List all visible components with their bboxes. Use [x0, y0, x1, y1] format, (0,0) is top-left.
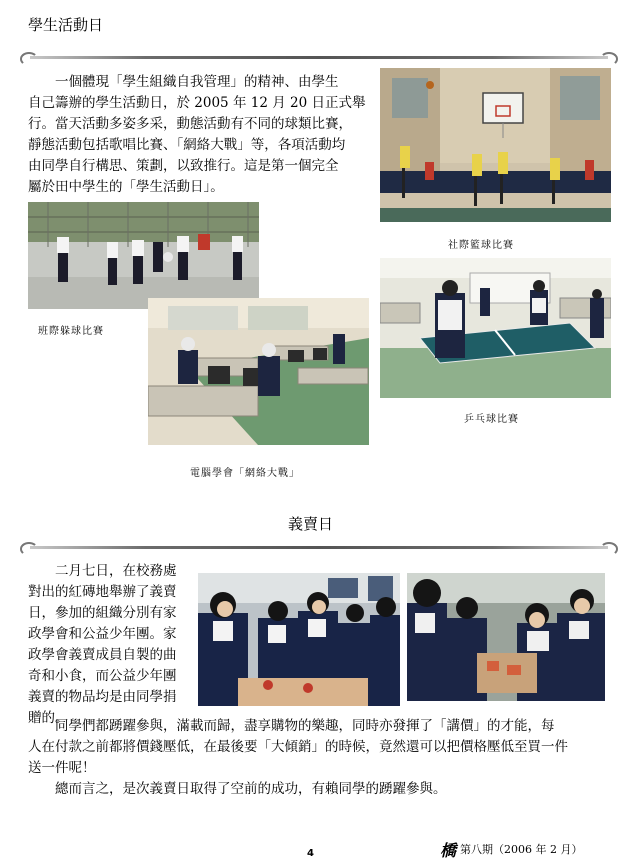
- dodgeball-photo: [28, 202, 259, 309]
- paragraph-line: 屬於田中學生的「學生活動日」。: [28, 179, 224, 195]
- paragraph-line: 行。當天活動多姿多采，動態活動有不同的球類比賽，: [28, 116, 352, 132]
- paragraph-line: 一個體現「學生組織自我管理」的精神、由學生: [55, 74, 339, 90]
- paragraph-line: 自己籌辦的學生活動日，於 2005 年 12 月 20 日正式舉: [28, 95, 366, 111]
- page-number: 4: [307, 848, 314, 859]
- paragraph-line: 義賣的物品均是由同學捐: [28, 689, 177, 705]
- section-divider: [30, 546, 608, 549]
- paragraph-line: 政學會義賣成員自製的曲: [28, 647, 177, 663]
- paragraph-line: 二月七日，在校務處: [55, 563, 177, 579]
- section-divider: [30, 56, 608, 59]
- paragraph-line: 日，參加的組織分別有家: [28, 605, 177, 621]
- conclusion-paragraph: 總而言之，是次義賣日取得了空前的成功，有賴同學的踴躍參與。: [55, 781, 447, 797]
- charity-sale-paragraph: [28, 716, 608, 779]
- computer-caption: 電腦學會「網絡大戰」: [190, 468, 300, 479]
- dodgeball-caption: 班際躲球比賽: [38, 326, 104, 337]
- section-title-activity-day: 學生活動日: [28, 16, 104, 34]
- issue-info: 第八期（2006 年 2 月）: [460, 843, 583, 856]
- paragraph-line: 奇和小食，而公益少年團: [28, 668, 177, 684]
- pingpong-caption: 乒乓球比賽: [464, 414, 519, 425]
- paragraph-line: 由同學自行構思、策劃，以致推行。這是第一個完全: [28, 158, 339, 174]
- charity-sale-photo-2: [407, 573, 605, 701]
- pingpong-photo: [380, 258, 611, 398]
- section-title-charity-sale: 義賣日: [288, 515, 334, 533]
- paragraph-line: 對出的紅磚地舉辦了義賣: [28, 584, 177, 600]
- paragraph-line: 贈的。: [28, 710, 69, 726]
- newsletter-logo: 橋: [440, 841, 457, 860]
- paragraph-line: 政學會和公益少年團。家: [28, 626, 177, 642]
- charity-sale-photo-1: [198, 573, 400, 706]
- paragraph-line: 人在付款之前都將價錢壓低，在最後要「大傾銷」的時候，竟然還可以把價格壓低至買一件: [28, 739, 568, 755]
- paragraph-line: 同學們都踴躍參與，滿載而歸，盡享購物的樂趣，同時亦發揮了「講價」的才能，每: [55, 718, 555, 734]
- activity-day-paragraph: [28, 72, 373, 198]
- paragraph-line: 靜態活動包括歌唱比賽、「網絡大戰」等，各項活動均: [28, 137, 346, 153]
- basketball-photo: [380, 68, 611, 222]
- basketball-caption: 社際籃球比賽: [448, 240, 514, 251]
- computer-room-photo: [148, 298, 369, 445]
- paragraph-line: 送一件呢！: [28, 760, 96, 776]
- charity-sale-intro: [28, 561, 193, 729]
